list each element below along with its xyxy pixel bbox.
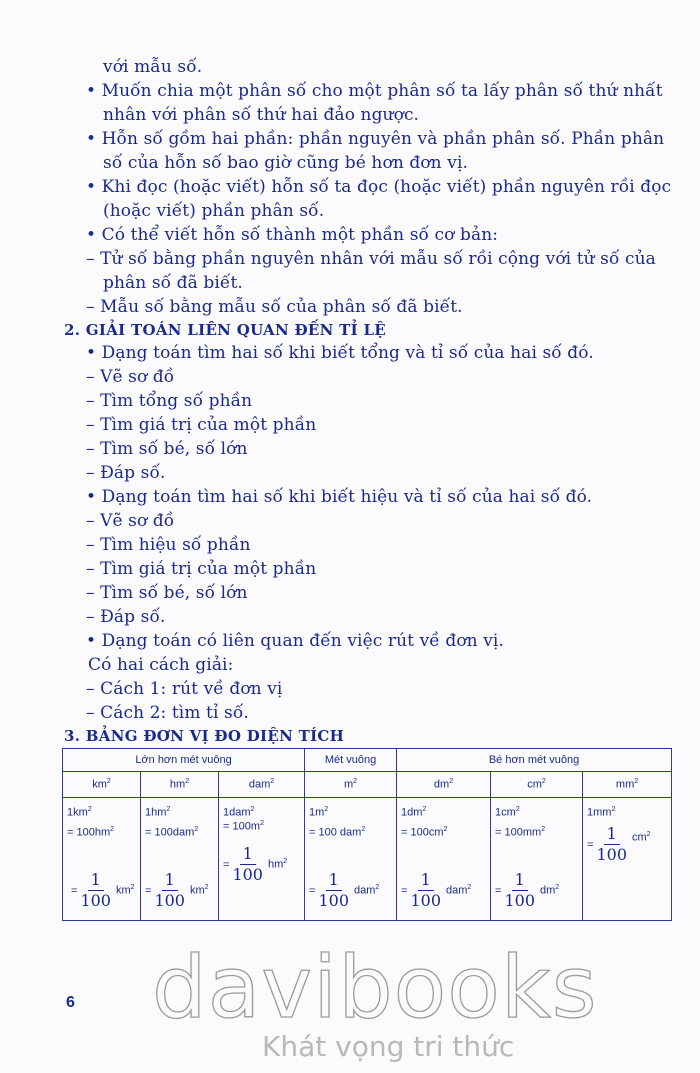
text-line: • Dạng toán tìm hai số khi biết tổng và tỉ số của hai số đó. [86, 343, 594, 363]
unit-header: $cm^2$ [491, 772, 583, 798]
unit-cell: $1hm^2$ = 100dam$^2$ = $\frac{1}{100}$ $km^2$ [141, 798, 219, 921]
text-line: – Tìm số bé, số lớn [86, 583, 248, 603]
text-line: • Dạng toán tìm hai số khi biết hiệu và tỉ số của hai số đó. [86, 487, 593, 507]
group-smaller-header: Bé hơn mét vuông [397, 749, 672, 772]
text-line: – Tử số bằng phần nguyên nhân với mẫu số rồi cộng với tử số của [86, 249, 656, 269]
text-line: số của hỗn số bao giờ cũng bé hơn đơn vị. [103, 153, 468, 173]
text-line: • Khi đọc (hoặc viết) hỗn số ta đọc (hoặc viết) phần nguyên rồi đọc [86, 177, 672, 197]
section-heading: 3. BẢNG ĐƠN VỊ ĐO DIỆN TÍCH [64, 727, 345, 745]
text-line: – Tìm hiệu số phần [86, 535, 251, 555]
text-line: • Dạng toán có liên quan đến việc rút về đơn vị. [86, 631, 504, 651]
section-heading: 2. GIẢI TOÁN LIÊN QUAN ĐẾN TỈ LỆ [64, 321, 387, 339]
group-base-header: Mét vuông [305, 749, 397, 772]
text-line: – Vẽ sơ đồ [86, 367, 175, 387]
text-line: – Cách 1: rút về đơn vị [86, 679, 283, 699]
text-line: – Cách 2: tìm tỉ số. [86, 703, 249, 723]
text-line: – Đáp số. [86, 607, 166, 627]
unit-header: $m^2$ [305, 772, 397, 798]
text-line: – Tìm tổng số phần [86, 391, 253, 411]
unit-header: $dm^2$ [397, 772, 491, 798]
text-line: Có hai cách giải: [88, 655, 234, 675]
unit-cell: $1km^2$ = $100hm^2$ = $\frac{1}{100}$ $km^2$ [63, 798, 141, 921]
text-line: với mẫu số. [103, 57, 203, 77]
unit-cell: $1mm^2$ = $\frac{1}{100}$ $cm^2$ [583, 798, 672, 921]
area-units-table [62, 748, 672, 921]
text-line: • Muốn chia một phân số cho một phân số ta lấy phân số thứ nhất [86, 81, 663, 101]
text-line: – Tìm số bé, số lớn [86, 439, 248, 459]
unit-cell: 1dam$^2$ = $100m^2$ = $\frac{1}{100}$ $hm^2$ [219, 798, 305, 921]
watermark-logo: davibooks [152, 938, 598, 1038]
text-line: – Mẫu số bằng mẫu số của phân số đã biết. [86, 297, 463, 317]
watermark-slogan: Khát vọng tri thức [262, 1030, 515, 1063]
unit-header: $mm^2$ [583, 772, 672, 798]
text-line: nhân với phân số thứ hai đảo ngược. [103, 105, 420, 125]
unit-cell: $1dm^2$ = $100cm^2$ = $\frac{1}{100}$ dam$^2$ [397, 798, 491, 921]
unit-cell: $1m^2$ = 100 dam$^2$ = $\frac{1}{100}$ dam$^2$ [305, 798, 397, 921]
text-line: • Có thể viết hỗn số thành một phần số cơ bản: [86, 225, 499, 245]
text-line: – Đáp số. [86, 463, 166, 483]
page-number: 6 [66, 994, 75, 1011]
text-line: – Tìm giá trị của một phần [86, 559, 317, 579]
unit-cell: $1cm^2$ = $100mm^2$ = $\frac{1}{100}$ $dm^2$ [491, 798, 583, 921]
unit-header: $hm^2$ [141, 772, 219, 798]
text-line: – Tìm giá trị của một phần [86, 415, 317, 435]
text-line: • Hỗn số gồm hai phần: phần nguyên và phần phân số. Phần phân [86, 129, 665, 149]
group-larger-header: Lớn hơn mét vuông [63, 749, 305, 772]
text-line: – Vẽ sơ đồ [86, 511, 175, 531]
unit-header: dam$^2$ [219, 772, 305, 798]
text-line: (hoặc viết) phần phân số. [103, 201, 325, 221]
unit-header: $km^2$ [63, 772, 141, 798]
text-line: phân số đã biết. [103, 273, 243, 293]
